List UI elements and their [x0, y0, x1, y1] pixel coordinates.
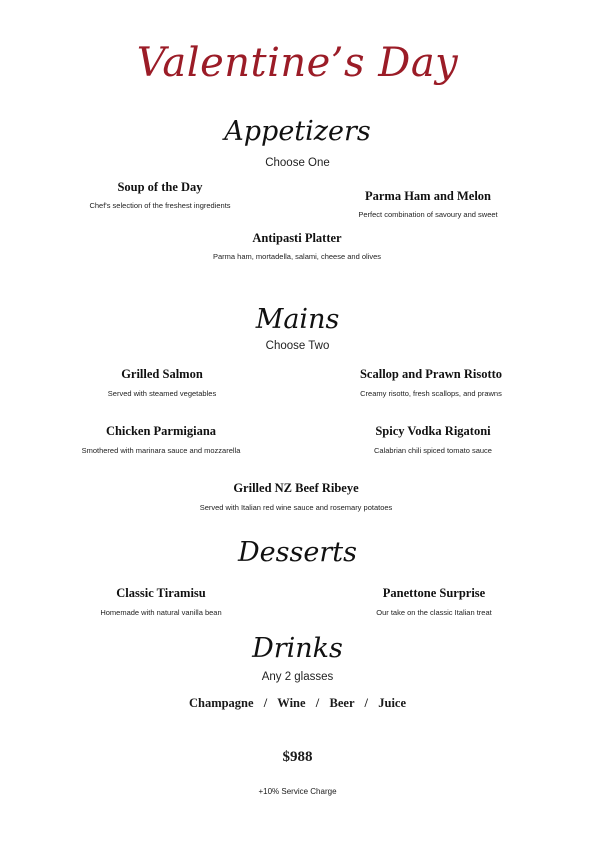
dish-name: Spicy Vodka Rigatoni [375, 424, 491, 438]
main-item-risotto [301, 367, 561, 398]
main-item-parmigiana [31, 424, 291, 455]
drinks-heading: Drinks [252, 633, 343, 664]
service-charge: +10% Service Charge [258, 787, 337, 796]
dish-name: Classic Tiramisu [116, 586, 206, 600]
appetizer-item-antipasti [167, 231, 427, 261]
dish-description: Served with steamed vegetables [107, 389, 217, 398]
dessert-item-panettone [304, 586, 564, 617]
appetizers-heading: Appetizers [224, 116, 371, 147]
menu-price: $988 [282, 749, 313, 765]
appetizer-item-parma [298, 189, 558, 219]
dish-description: Calabrian chili spiced tomato sauce [374, 446, 492, 455]
dish-name: Grilled Salmon [121, 367, 203, 381]
dish-description: Parma ham, mortadella, salami, cheese and olives [213, 252, 381, 261]
dessert-item-tiramisu [31, 586, 291, 617]
dish-description: Our take on the classic Italian treat [376, 608, 492, 617]
desserts-heading: Desserts [238, 537, 357, 568]
appetizers-subheading: Choose One [265, 157, 330, 169]
dish-name: Panettone Surprise [382, 586, 486, 600]
main-item-salmon [32, 367, 292, 398]
drinks-subheading: Any 2 glasses [261, 671, 334, 683]
dish-name: Grilled NZ Beef Ribeye [233, 481, 359, 495]
dish-description: Creamy risotto, fresh scallops, and prawns [360, 389, 502, 398]
dish-name: Chicken Parmigiana [105, 424, 217, 438]
dish-name: Soup of the Day [117, 180, 203, 194]
dish-description: Chef's selection of the freshest ingredients [89, 201, 231, 210]
dish-name: Scallop and Prawn Risotto [359, 367, 503, 381]
appetizer-item-soup [30, 180, 290, 210]
drinks-list: Champagne / Wine / Beer / Juice [188, 696, 407, 710]
main-item-rigatoni [303, 424, 563, 455]
dish-name: Parma Ham and Melon [364, 189, 492, 203]
dish-description: Served with Italian red wine sauce and rosemary potatoes [199, 503, 393, 512]
menu-title: Valentine’s Day [136, 40, 459, 86]
dish-description: Smothered with marinara sauce and mozzarella [81, 446, 241, 455]
dish-name: Antipasti Platter [252, 231, 342, 245]
mains-heading: Mains [255, 304, 340, 335]
dish-description: Perfect combination of savoury and sweet [358, 210, 498, 219]
main-item-ribeye [166, 481, 426, 512]
mains-subheading: Choose Two [265, 340, 330, 352]
dish-description: Homemade with natural vanilla bean [100, 608, 222, 617]
